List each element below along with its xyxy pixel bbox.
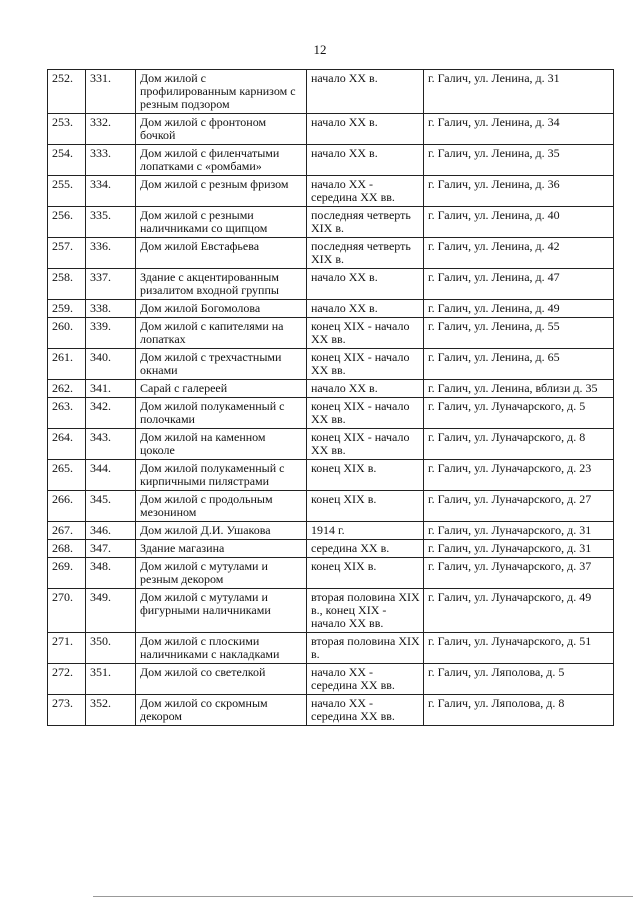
page-number: 12	[313, 42, 327, 57]
row-number-cell: 264.	[48, 429, 86, 460]
address-cell: г. Галич, ул. Луначарского, д. 37	[424, 558, 614, 589]
dating-cell: начало XX - середина XX вв.	[307, 664, 424, 695]
address-cell: г. Галич, ул. Ленина, д. 40	[424, 207, 614, 238]
dating-cell: конец XIX в.	[307, 491, 424, 522]
table-row	[48, 664, 614, 695]
row-number-cell: 266.	[48, 491, 86, 522]
address-cell: г. Галич, ул. Луначарского, д. 8	[424, 429, 614, 460]
dating-cell: начало XX - середина XX вв.	[307, 695, 424, 726]
table-body	[48, 70, 614, 726]
object-id-cell: 335.	[86, 207, 136, 238]
object-id-cell: 342.	[86, 398, 136, 429]
object-id-cell: 337.	[86, 269, 136, 300]
object-id-cell: 336.	[86, 238, 136, 269]
object-name-cell: Дом жилой с профилированным карнизом с резным подзором	[136, 70, 307, 114]
table-row	[48, 522, 614, 540]
table-row	[48, 114, 614, 145]
object-id-cell: 344.	[86, 460, 136, 491]
row-number-cell: 271.	[48, 633, 86, 664]
dating-cell: начало XX в.	[307, 380, 424, 398]
address-cell: г. Галич, ул. Ленина, вблизи д. 35	[424, 380, 614, 398]
row-number-cell: 269.	[48, 558, 86, 589]
table-row	[48, 145, 614, 176]
object-name-cell: Дом жилой со скромным декором	[136, 695, 307, 726]
object-name-cell: Дом жилой полукаменный с кирпичными пилястрами	[136, 460, 307, 491]
table-row	[48, 349, 614, 380]
table-row	[48, 300, 614, 318]
table-row	[48, 70, 614, 114]
row-number-cell: 268.	[48, 540, 86, 558]
row-number-cell: 270.	[48, 589, 86, 633]
object-name-cell: Дом жилой с плоскими наличниками с накладками	[136, 633, 307, 664]
table-row	[48, 318, 614, 349]
table-row	[48, 380, 614, 398]
table-row	[48, 460, 614, 491]
address-cell: г. Галич, ул. Луначарского, д. 31	[424, 522, 614, 540]
object-id-cell: 351.	[86, 664, 136, 695]
object-id-cell: 340.	[86, 349, 136, 380]
object-id-cell: 352.	[86, 695, 136, 726]
object-name-cell: Дом жилой со светелкой	[136, 664, 307, 695]
table-row	[48, 558, 614, 589]
dating-cell: середина XX в.	[307, 540, 424, 558]
address-cell: г. Галич, ул. Ленина, д. 36	[424, 176, 614, 207]
object-id-cell: 348.	[86, 558, 136, 589]
dating-cell: конец XIX - начало XX вв.	[307, 349, 424, 380]
table-row	[48, 269, 614, 300]
object-id-cell: 339.	[86, 318, 136, 349]
row-number-cell: 272.	[48, 664, 86, 695]
heritage-objects-table	[47, 69, 614, 726]
row-number-cell: 262.	[48, 380, 86, 398]
table-row	[48, 589, 614, 633]
row-number-cell: 259.	[48, 300, 86, 318]
address-cell: г. Галич, ул. Ленина, д. 42	[424, 238, 614, 269]
object-name-cell: Дом жилой на каменном цоколе	[136, 429, 307, 460]
row-number-cell: 263.	[48, 398, 86, 429]
object-name-cell: Дом жилой с продольным мезонином	[136, 491, 307, 522]
dating-cell: конец XIX - начало XX вв.	[307, 398, 424, 429]
address-cell: г. Галич, ул. Ленина, д. 35	[424, 145, 614, 176]
object-id-cell: 349.	[86, 589, 136, 633]
address-cell: г. Галич, ул. Луначарского, д. 27	[424, 491, 614, 522]
address-cell: г. Галич, ул. Ленина, д. 34	[424, 114, 614, 145]
dating-cell: начало XX в.	[307, 269, 424, 300]
dating-cell: последняя четверть XIX в.	[307, 238, 424, 269]
object-id-cell: 341.	[86, 380, 136, 398]
object-name-cell: Дом жилой с трехчастными окнами	[136, 349, 307, 380]
dating-cell: конец XIX в.	[307, 558, 424, 589]
address-cell: г. Галич, ул. Луначарского, д. 51	[424, 633, 614, 664]
address-cell: г. Галич, ул. Ленина, д. 47	[424, 269, 614, 300]
table-row	[48, 238, 614, 269]
object-name-cell: Дом жилой с мутулами и фигурными наличниками	[136, 589, 307, 633]
object-id-cell: 334.	[86, 176, 136, 207]
dating-cell: начало XX в.	[307, 70, 424, 114]
dating-cell: вторая половина XIX в.	[307, 633, 424, 664]
dating-cell: начало XX в.	[307, 145, 424, 176]
address-cell: г. Галич, ул. Ленина, д. 31	[424, 70, 614, 114]
dating-cell: начало XX в.	[307, 114, 424, 145]
row-number-cell: 258.	[48, 269, 86, 300]
object-id-cell: 331.	[86, 70, 136, 114]
row-number-cell: 261.	[48, 349, 86, 380]
row-number-cell: 273.	[48, 695, 86, 726]
object-name-cell: Дом жилой с филенчатыми лопатками с «ромбами»	[136, 145, 307, 176]
object-id-cell: 343.	[86, 429, 136, 460]
object-name-cell: Дом жилой Евстафьева	[136, 238, 307, 269]
address-cell: г. Галич, ул. Луначарского, д. 31	[424, 540, 614, 558]
table-row	[48, 540, 614, 558]
dating-cell: конец XIX - начало XX вв.	[307, 318, 424, 349]
row-number-cell: 260.	[48, 318, 86, 349]
dating-cell: начало XX - середина XX вв.	[307, 176, 424, 207]
object-name-cell: Дом жилой с капителями на лопатках	[136, 318, 307, 349]
address-cell: г. Галич, ул. Ленина, д. 65	[424, 349, 614, 380]
table-row	[48, 491, 614, 522]
dating-cell: вторая половина XIX в., конец XIX - начало XX вв.	[307, 589, 424, 633]
row-number-cell: 265.	[48, 460, 86, 491]
dating-cell: начало XX в.	[307, 300, 424, 318]
page-edge-line	[93, 896, 633, 897]
object-name-cell: Дом жилой Д.И. Ушакова	[136, 522, 307, 540]
address-cell: г. Галич, ул. Ляполова, д. 5	[424, 664, 614, 695]
object-id-cell: 350.	[86, 633, 136, 664]
object-id-cell: 332.	[86, 114, 136, 145]
dating-cell: последняя четверть XIX в.	[307, 207, 424, 238]
address-cell: г. Галич, ул. Ленина, д. 49	[424, 300, 614, 318]
object-name-cell: Дом жилой с фронтоном бочкой	[136, 114, 307, 145]
object-id-cell: 338.	[86, 300, 136, 318]
object-id-cell: 333.	[86, 145, 136, 176]
object-name-cell: Дом жилой с резными наличниками со щипцом	[136, 207, 307, 238]
table-row	[48, 398, 614, 429]
dating-cell: конец XIX - начало XX вв.	[307, 429, 424, 460]
row-number-cell: 256.	[48, 207, 86, 238]
address-cell: г. Галич, ул. Луначарского, д. 23	[424, 460, 614, 491]
row-number-cell: 252.	[48, 70, 86, 114]
object-name-cell: Дом жилой Богомолова	[136, 300, 307, 318]
row-number-cell: 255.	[48, 176, 86, 207]
dating-cell: 1914 г.	[307, 522, 424, 540]
table-row	[48, 207, 614, 238]
address-cell: г. Галич, ул. Луначарского, д. 5	[424, 398, 614, 429]
object-id-cell: 345.	[86, 491, 136, 522]
object-name-cell: Дом жилой с мутулами и резным декором	[136, 558, 307, 589]
object-name-cell: Дом жилой с резным фризом	[136, 176, 307, 207]
object-name-cell: Дом жилой полукаменный с полочками	[136, 398, 307, 429]
address-cell: г. Галич, ул. Ляполова, д. 8	[424, 695, 614, 726]
dating-cell: конец XIX в.	[307, 460, 424, 491]
address-cell: г. Галич, ул. Луначарского, д. 49	[424, 589, 614, 633]
table-row	[48, 176, 614, 207]
row-number-cell: 257.	[48, 238, 86, 269]
table-row	[48, 695, 614, 726]
object-id-cell: 347.	[86, 540, 136, 558]
row-number-cell: 254.	[48, 145, 86, 176]
row-number-cell: 253.	[48, 114, 86, 145]
table-row	[48, 633, 614, 664]
object-name-cell: Здание магазина	[136, 540, 307, 558]
object-name-cell: Здание с акцентированным ризалитом входной группы	[136, 269, 307, 300]
object-id-cell: 346.	[86, 522, 136, 540]
address-cell: г. Галич, ул. Ленина, д. 55	[424, 318, 614, 349]
table-row	[48, 429, 614, 460]
row-number-cell: 267.	[48, 522, 86, 540]
object-name-cell: Сарай с галереей	[136, 380, 307, 398]
